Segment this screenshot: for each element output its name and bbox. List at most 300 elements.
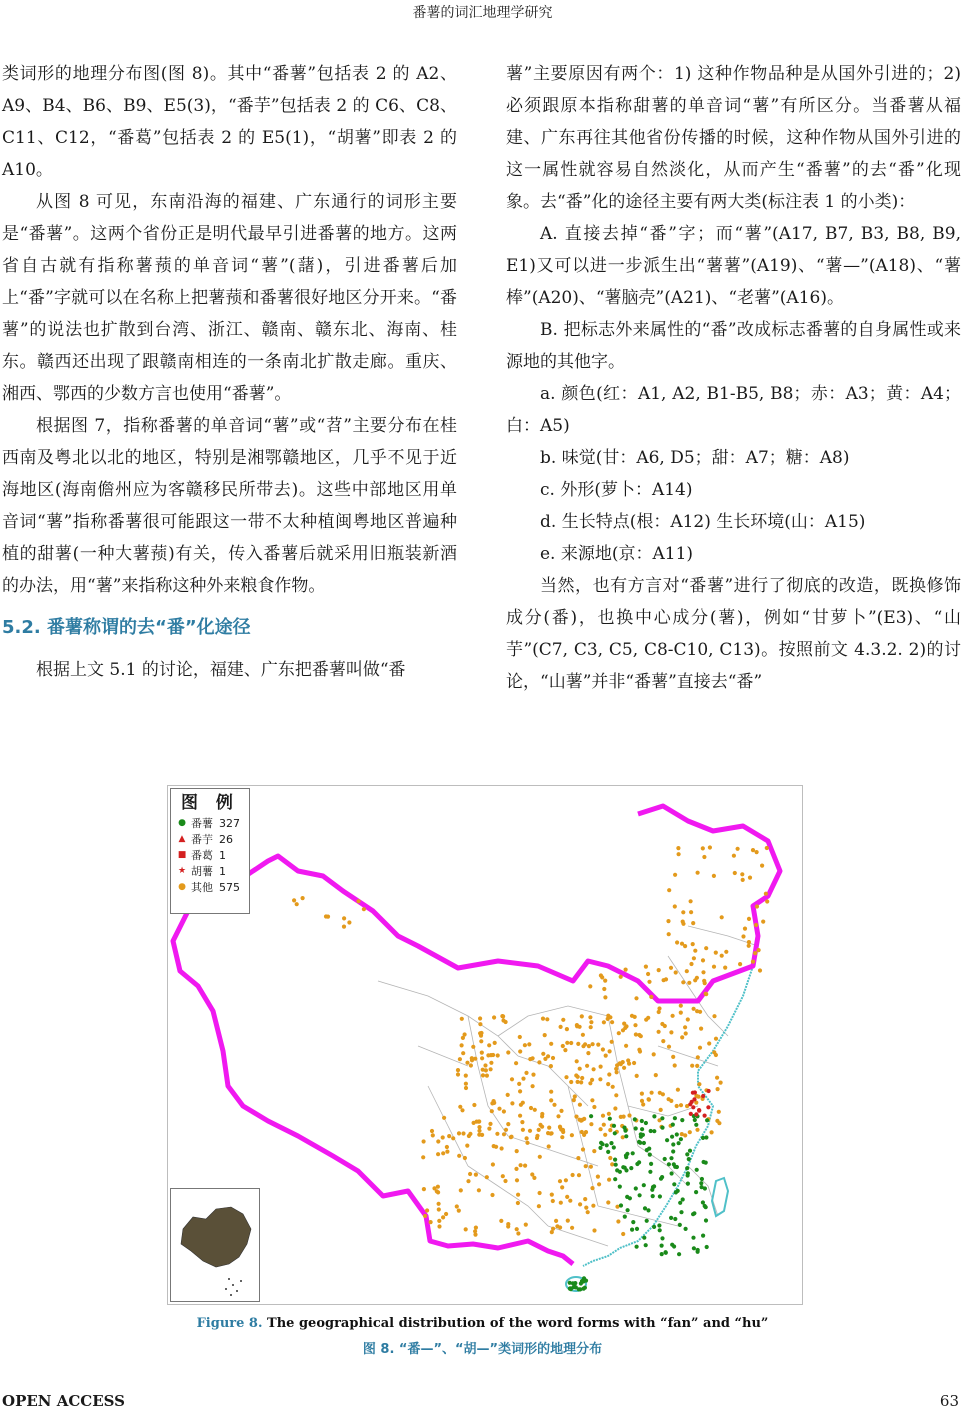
map-dot — [710, 1130, 714, 1134]
map-dot — [576, 1042, 580, 1046]
legend-symbol-icon: ● — [178, 818, 186, 828]
map-dot — [702, 979, 706, 983]
map-dot — [464, 1227, 468, 1231]
map-dot — [480, 1051, 484, 1055]
map-dot — [634, 1126, 638, 1130]
map-dot — [604, 1054, 608, 1058]
map-dot — [638, 1193, 642, 1197]
map-dot — [559, 1025, 563, 1029]
map-dot — [646, 1208, 650, 1212]
map-dot — [602, 1123, 606, 1127]
paragraph: 根据图 7，指称番薯的单音词“薯”或“苕”主要分布在桂西南及粤北以北的地区，特别是湘鄂赣地区，几乎不见于近海地区(海南儋州应为客赣移民所带去)。这些中部地区用单音词“薯”指称番薯很可能跟这一带不太种植闽粤地区普遍种植的甜薯(一种大薯蓣)有关，传入番薯后就采用旧瓶装新酒的办法，用“薯”来指称这种外来粮食作物。 — [2, 416, 457, 596]
map-dot — [517, 1082, 521, 1086]
map-dot — [689, 962, 693, 966]
map-dot — [673, 1116, 677, 1120]
map-dot — [533, 1108, 537, 1112]
map-dot — [576, 1156, 580, 1160]
map-dot — [497, 1107, 501, 1111]
map-dot — [641, 1102, 645, 1106]
map-dot — [751, 960, 755, 964]
map-dot — [679, 1011, 683, 1015]
map-dot — [422, 1187, 426, 1191]
map-dot — [616, 1219, 620, 1223]
map-dot — [431, 1133, 435, 1137]
map-dot — [516, 1231, 520, 1235]
map-dot — [540, 1114, 544, 1118]
map-dot — [671, 1149, 675, 1153]
map-dot — [743, 927, 747, 931]
map-dot — [673, 1217, 677, 1221]
map-dot — [686, 1182, 690, 1186]
figure-caption-chinese: 图 8. “番—”、“胡—”类词形的地理分布 — [362, 1342, 603, 1357]
map-dot — [691, 1212, 695, 1216]
map-dot — [677, 852, 681, 856]
map-dot — [561, 1044, 565, 1048]
map-dot — [631, 1151, 635, 1155]
map-dot — [490, 1109, 494, 1113]
map-dot — [627, 1062, 631, 1066]
map-dot — [510, 1077, 514, 1081]
map-dot — [559, 1109, 563, 1113]
map-dot — [677, 1141, 681, 1145]
map-dot — [680, 1132, 684, 1136]
map-dot — [356, 899, 360, 903]
map-dot — [686, 1017, 690, 1021]
map-dot — [541, 1017, 545, 1021]
map-dot — [723, 966, 727, 970]
map-dot — [582, 1117, 586, 1121]
map-dot — [546, 1054, 550, 1058]
map-dot — [342, 916, 346, 920]
map-dot — [712, 1014, 716, 1018]
map-dot — [421, 1155, 425, 1159]
map-dot — [687, 1157, 691, 1161]
map-dot — [633, 1023, 637, 1027]
map-dot — [516, 1193, 520, 1197]
map-dot — [685, 1152, 689, 1156]
map-dot — [702, 855, 706, 859]
map-dot — [606, 1082, 610, 1086]
legend-item — [171, 831, 249, 847]
map-dot — [667, 932, 671, 936]
map-dot — [547, 1144, 551, 1148]
legend-label: 其他 — [191, 881, 213, 894]
map-dot — [435, 1189, 439, 1193]
map-dot — [437, 1207, 441, 1211]
map-dot — [644, 1243, 648, 1247]
map-dot — [693, 978, 697, 982]
map-dot — [549, 1042, 553, 1046]
map-dot — [635, 1245, 639, 1249]
map-dot — [760, 864, 764, 868]
map-dot — [485, 1175, 489, 1179]
map-dot — [642, 1236, 646, 1240]
map-dot — [637, 1140, 641, 1144]
map-dot — [693, 1118, 697, 1122]
legend-item — [171, 815, 249, 831]
map-dot — [592, 1067, 596, 1071]
map-dot — [698, 1010, 702, 1014]
map-dot — [701, 958, 705, 962]
map-dot — [701, 1234, 705, 1238]
map-dot — [666, 919, 670, 923]
map-dot — [612, 1124, 616, 1128]
map-dot — [660, 1252, 664, 1256]
map-dot — [639, 1034, 643, 1038]
map-dot — [678, 1223, 682, 1227]
map-dot — [485, 1074, 489, 1078]
paragraph: 根据上文 5.1 的讨论，福建、广东把番薯叫做“番 — [36, 660, 406, 680]
map-dot — [502, 1109, 506, 1113]
map-dot — [622, 1066, 626, 1070]
distribution-map-figure — [167, 785, 803, 1305]
map-dot — [577, 1173, 581, 1177]
map-dot — [660, 1236, 664, 1240]
map-dot — [592, 1105, 596, 1109]
map-dot — [445, 1145, 449, 1149]
map-dot — [565, 1195, 569, 1199]
map-dot — [683, 944, 687, 948]
map-dot — [589, 1122, 593, 1126]
map-dot — [574, 1073, 578, 1077]
map-dot — [444, 1212, 448, 1216]
map-dot — [581, 1033, 585, 1037]
map-dot — [615, 1070, 619, 1074]
paragraph: B. 把标志外来属性的“番”改成标志番薯的自身属性或来源地的其他字。 — [506, 320, 961, 372]
map-dot — [457, 1131, 461, 1135]
map-dot — [465, 1061, 469, 1065]
map-dot — [518, 1035, 522, 1039]
map-dot — [705, 1245, 709, 1249]
map-dot — [629, 1166, 633, 1170]
map-dot — [538, 1191, 542, 1195]
map-dot — [487, 1043, 491, 1047]
map-dot — [525, 1141, 529, 1145]
legend-count: 26 — [219, 832, 233, 846]
map-dot — [586, 1051, 590, 1055]
national-border — [173, 806, 780, 1264]
map-dot — [619, 1203, 623, 1207]
list-item: d. 生长特点(根：A12) 生长环境(山：A15) — [540, 512, 866, 532]
map-dot — [461, 1131, 465, 1135]
map-dot — [649, 995, 653, 999]
legend-item — [171, 879, 249, 895]
legend-count: 1 — [219, 848, 226, 862]
map-dot — [581, 1044, 585, 1048]
map-dot — [464, 1086, 468, 1090]
map-dot — [518, 1114, 522, 1118]
map-dot — [755, 850, 759, 854]
map-dot — [741, 878, 745, 882]
map-dot — [468, 1132, 472, 1136]
map-dot — [608, 1156, 612, 1160]
taiwan-island — [712, 1178, 728, 1216]
map-dot — [560, 1185, 564, 1189]
map-dot — [692, 956, 696, 960]
map-dot — [563, 1048, 567, 1052]
map-dot — [635, 1162, 639, 1166]
map-dot — [430, 1129, 434, 1133]
map-dot — [660, 1126, 664, 1130]
map-dot — [747, 917, 751, 921]
map-dot — [689, 910, 693, 914]
map-dot — [531, 1084, 535, 1088]
map-dot — [674, 970, 678, 974]
map-dot — [456, 1072, 460, 1076]
map-dot — [607, 1072, 611, 1076]
map-dot — [569, 1287, 573, 1291]
map-dot — [758, 968, 762, 972]
map-dot — [673, 1165, 677, 1169]
map-dot — [634, 1186, 638, 1190]
map-dot — [747, 940, 751, 944]
figure-caption-text: The geographical distribution of the word forms with “fan” and “hu” — [262, 1316, 769, 1331]
map-dot — [480, 1056, 484, 1060]
legend-item — [171, 847, 249, 863]
map-dot — [473, 1233, 477, 1237]
map-dot — [670, 1171, 674, 1175]
map-dot — [537, 1128, 541, 1132]
map-dot — [698, 1046, 702, 1050]
map-dot — [683, 1025, 687, 1029]
map-dot — [647, 980, 651, 984]
map-dot — [530, 1172, 534, 1176]
map-dot — [693, 949, 697, 953]
map-dot — [459, 1188, 463, 1192]
map-dot — [657, 1030, 661, 1034]
map-dot — [587, 1044, 591, 1048]
map-dot — [506, 1093, 510, 1097]
map-dot — [504, 1128, 508, 1132]
map-dot — [681, 922, 685, 926]
map-dot — [733, 871, 737, 875]
map-dot — [583, 1286, 587, 1290]
map-dot — [657, 1010, 661, 1014]
map-dot — [551, 1227, 555, 1231]
map-dot — [640, 1119, 644, 1123]
map-dot — [486, 1053, 490, 1057]
map-dot — [712, 965, 716, 969]
map-dot — [695, 1168, 699, 1172]
map-dot — [477, 1125, 481, 1129]
map-dot — [740, 872, 744, 876]
map-dot — [584, 1206, 588, 1210]
map-dot — [531, 1056, 535, 1060]
map-dot — [609, 1141, 613, 1145]
map-dot — [678, 1201, 682, 1205]
map-dot — [626, 1208, 630, 1212]
map-dot — [483, 1063, 487, 1067]
map-dot — [575, 1059, 579, 1063]
map-dot — [493, 1041, 497, 1045]
map-dot — [516, 1201, 520, 1205]
legend-count: 575 — [219, 880, 240, 894]
legend-symbol-icon: ★ — [177, 866, 187, 876]
map-dot — [652, 1052, 656, 1056]
map-dot — [603, 1133, 607, 1137]
map-dot — [635, 1074, 639, 1078]
map-dot — [673, 904, 677, 908]
map-dot — [589, 1025, 593, 1029]
map-dot — [471, 1045, 475, 1049]
map-dot — [520, 1120, 524, 1124]
map-dot — [694, 1112, 698, 1116]
map-dot — [705, 1118, 709, 1122]
map-dot — [564, 1178, 568, 1182]
map-dot — [589, 1165, 593, 1169]
map-dot — [583, 1197, 587, 1201]
map-dot — [599, 1065, 603, 1069]
map-dot — [625, 1195, 629, 1199]
map-dot — [699, 1027, 703, 1031]
map-dot — [700, 1177, 704, 1181]
map-dot — [502, 1132, 506, 1136]
map-dot — [528, 1129, 532, 1133]
map-dot — [607, 1178, 611, 1182]
map-dot — [624, 968, 628, 972]
map-dot — [547, 1126, 551, 1130]
map-dot — [671, 1055, 675, 1059]
map-dot — [692, 1007, 696, 1011]
map-dot — [687, 981, 691, 985]
map-dot — [751, 848, 755, 852]
inset-map — [170, 1188, 260, 1302]
map-dot — [608, 1117, 612, 1121]
map-dot — [457, 1209, 461, 1213]
map-dot — [652, 1114, 656, 1118]
map-dot — [456, 1068, 460, 1072]
map-dot — [478, 1016, 482, 1020]
map-dot — [603, 979, 607, 983]
map-dot — [704, 946, 708, 950]
map-dot — [575, 1024, 579, 1028]
map-dot — [607, 1112, 611, 1116]
map-dot — [436, 1139, 440, 1143]
map-dot — [551, 1199, 555, 1203]
map-dot — [441, 1151, 445, 1155]
map-dot — [660, 1175, 664, 1179]
inset-map-shape — [171, 1189, 259, 1301]
map-dot — [479, 1039, 483, 1043]
map-dot — [663, 1024, 667, 1028]
map-dot — [648, 1170, 652, 1174]
map-dot — [701, 846, 705, 850]
map-dot — [612, 1145, 616, 1149]
map-dot — [621, 1028, 625, 1032]
map-dot — [634, 996, 638, 1000]
map-dot — [569, 1041, 573, 1045]
map-dot — [519, 1163, 523, 1167]
map-dot — [597, 1182, 601, 1186]
map-dot — [707, 1089, 711, 1093]
map-dot — [651, 1194, 655, 1198]
map-dot — [736, 847, 740, 851]
map-dot — [664, 1250, 668, 1254]
map-dot — [445, 1150, 449, 1154]
map-dot — [667, 1097, 671, 1101]
paragraph: A. 直接去掉“番”字；而“薯”(A17, B7, B3, B8, B9, E1)又可以进一步派生出“薯薯”(A19)、“薯—”(A18)、“薯棒”(A20)、“薯脑壳”(A21)、“老薯”(A16)。 — [506, 224, 961, 308]
map-dot — [660, 1116, 664, 1120]
map-dot — [558, 1179, 562, 1183]
map-dot — [624, 1044, 628, 1048]
map-dot — [458, 1105, 462, 1109]
map-dot — [610, 1020, 614, 1024]
map-dot — [654, 1073, 658, 1077]
map-dot — [741, 934, 745, 938]
map-dot — [437, 1219, 441, 1223]
map-dot — [573, 1094, 577, 1098]
map-dot — [487, 1127, 491, 1131]
map-dot — [477, 1188, 481, 1192]
map-dot — [630, 1014, 634, 1018]
map-dot — [764, 892, 768, 896]
map-dot — [673, 1063, 677, 1067]
map-dot — [570, 1133, 574, 1137]
map-dot — [568, 1199, 572, 1203]
map-dot — [605, 1143, 609, 1147]
map-dot — [527, 1042, 531, 1046]
map-dot — [645, 1219, 649, 1223]
map-dot — [661, 1039, 665, 1043]
map-dot — [704, 1218, 708, 1222]
map-dot — [591, 1204, 595, 1208]
map-dot — [671, 1142, 675, 1146]
data-points — [292, 845, 769, 1291]
map-dot — [631, 1220, 635, 1224]
map-dot — [714, 951, 718, 955]
map-dot — [470, 1056, 474, 1060]
map-dot — [664, 977, 668, 981]
running-header: 番薯的词汇地理学研究 — [412, 5, 553, 21]
map-dot — [646, 972, 650, 976]
map-dot — [506, 1224, 510, 1228]
map-dot — [652, 1225, 656, 1229]
paragraph: 从图 8 可见，东南沿海的福建、广东通行的词形主要是“番薯”。这两个省份正是明代最早引进番薯的地方。这两省自古就有指称薯蓣的单音词“薯”(藷)，引进番薯后加上“番”字就可以在名称上把薯蓣和番薯很好地区分开来。“番薯”的说法也扩散到台湾、浙江、赣南、赣东北、海南、桂东。赣西还出现了跟赣南相连的一条南北扩散走廊。重庆、湘西、鄂西的少数方言也使用“番薯”。 — [2, 192, 457, 404]
map-dot — [586, 1210, 590, 1214]
map-dot — [451, 1136, 455, 1140]
map-dot — [489, 1061, 493, 1065]
map-dot — [676, 846, 680, 850]
map-dot — [608, 1128, 612, 1132]
map-dot — [515, 1149, 519, 1153]
map-dot — [436, 1152, 440, 1156]
map-dot — [690, 1064, 694, 1068]
map-dot — [574, 1285, 578, 1289]
map-dot — [765, 846, 769, 850]
map-dot — [691, 921, 695, 925]
map-dot — [437, 1224, 441, 1228]
map-dot — [549, 1064, 553, 1068]
map-dot — [670, 1135, 674, 1139]
map-dot — [650, 1188, 654, 1192]
map-dot — [477, 1129, 481, 1133]
map-dot — [644, 1121, 648, 1125]
list-item: b. 味觉(甘：A6, D5；甜：A7；糖：A8) — [540, 448, 850, 468]
map-dot — [518, 1049, 522, 1053]
map-dot — [695, 1128, 699, 1132]
map-dot — [466, 1179, 470, 1183]
map-dot — [680, 1035, 684, 1039]
map-dot — [561, 1018, 565, 1022]
legend-label: 番葛 — [191, 849, 213, 862]
map-dot — [506, 1122, 510, 1126]
legend-symbol-icon: ■ — [177, 850, 187, 860]
map-dot — [588, 1015, 592, 1019]
map-dot — [608, 1049, 612, 1053]
map-dot — [524, 1071, 528, 1075]
figure-caption-english — [0, 1316, 965, 1331]
right-column — [506, 58, 961, 698]
